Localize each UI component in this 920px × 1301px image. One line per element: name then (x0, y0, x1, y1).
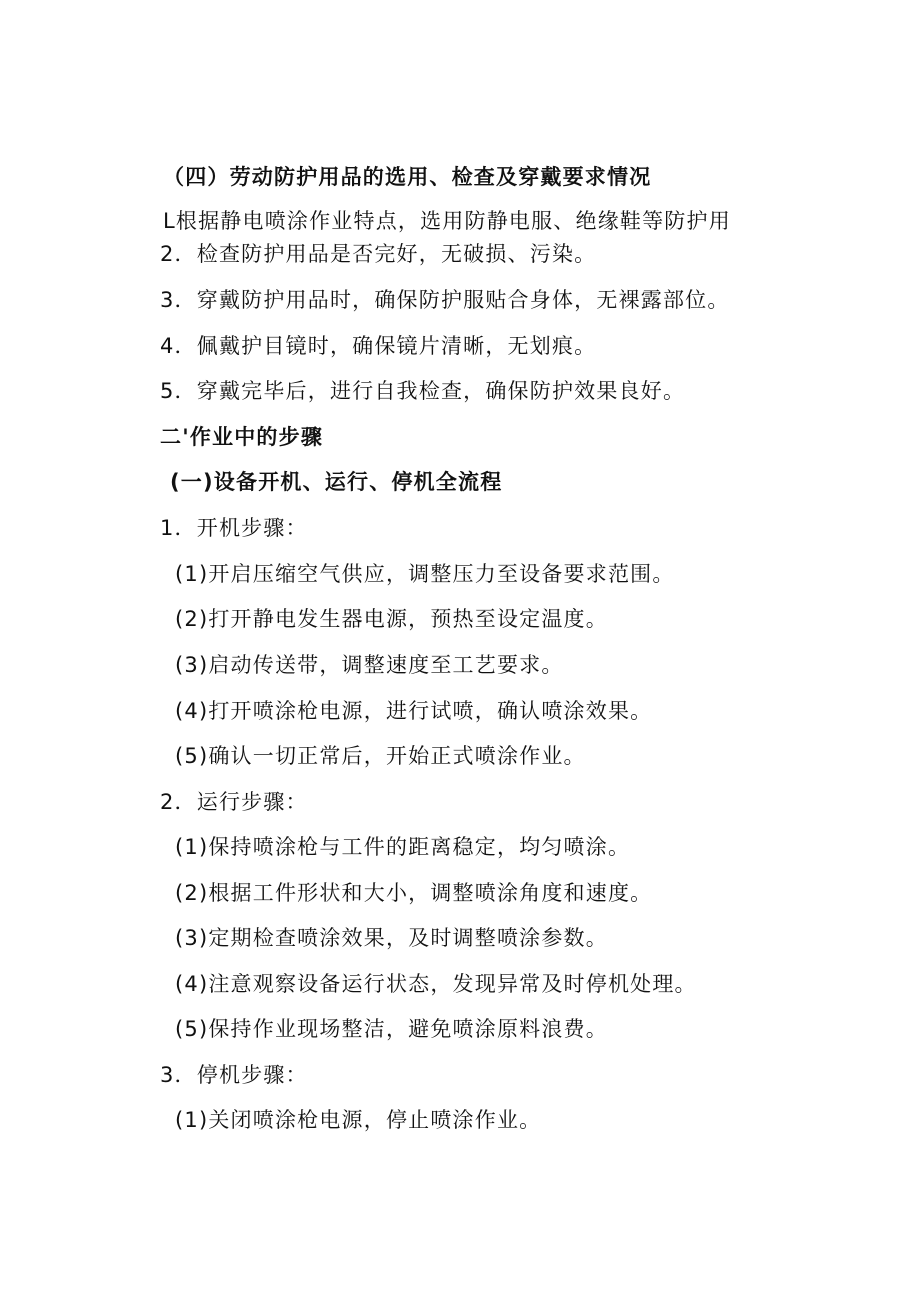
step-heading-shutdown: 3．停机步骤： (160, 1063, 308, 1087)
list-item: (5)确认一切正常后，开始正式喷涂作业。 (175, 744, 586, 768)
list-item: (1)保持喷涂枪与工件的距离稳定，均匀喷涂。 (175, 835, 631, 859)
list-item: (5)保持作业现场整洁，避免喷涂原料浪费。 (175, 1017, 608, 1041)
section-heading-steps: 二'作业中的步骤 (160, 425, 324, 449)
section-heading-ppe: （四）劳动防护用品的选用、检查及穿戴要求情况 (163, 165, 652, 189)
step-heading-running: 2．运行步骤： (160, 790, 308, 814)
list-item: (3)启动传送带，调整速度至工艺要求。 (175, 653, 564, 677)
subsection-heading-equipment: (一)设备开机、运行、停机全流程 (170, 470, 503, 494)
list-item: (1)开启压缩空气供应，调整压力至设备要求范围。 (175, 562, 675, 586)
paragraph-line: 3．穿戴防护用品时，确保防护服贴合身体，无裸露部位。 (160, 288, 730, 312)
step-heading-startup: 1．开机步骤： (160, 516, 308, 540)
list-item: (2)打开静电发生器电源，预热至设定温度。 (175, 607, 608, 631)
paragraph-line: L根据静电喷涂作业特点，选用防静电服、绝缘鞋等防护用 (163, 209, 731, 233)
paragraph-line: 2．检查防护用品是否完好，无破损、污染。 (160, 242, 597, 266)
list-item: (4)注意观察设备运行状态，发现异常及时停机处理。 (175, 972, 697, 996)
paragraph-line: 5．穿戴完毕后，进行自我检查，确保防护效果良好。 (160, 379, 686, 403)
list-item: (3)定期检查喷涂效果，及时调整喷涂参数。 (175, 926, 608, 950)
list-item: (1)关闭喷涂枪电源，停止喷涂作业。 (175, 1108, 542, 1132)
list-item: (4)打开喷涂枪电源，进行试喷，确认喷涂效果。 (175, 699, 653, 723)
list-item: (2)根据工件形状和大小，调整喷涂角度和速度。 (175, 881, 653, 905)
paragraph-line: 4．佩戴护目镜时，确保镜片清晰，无划痕。 (160, 334, 597, 358)
